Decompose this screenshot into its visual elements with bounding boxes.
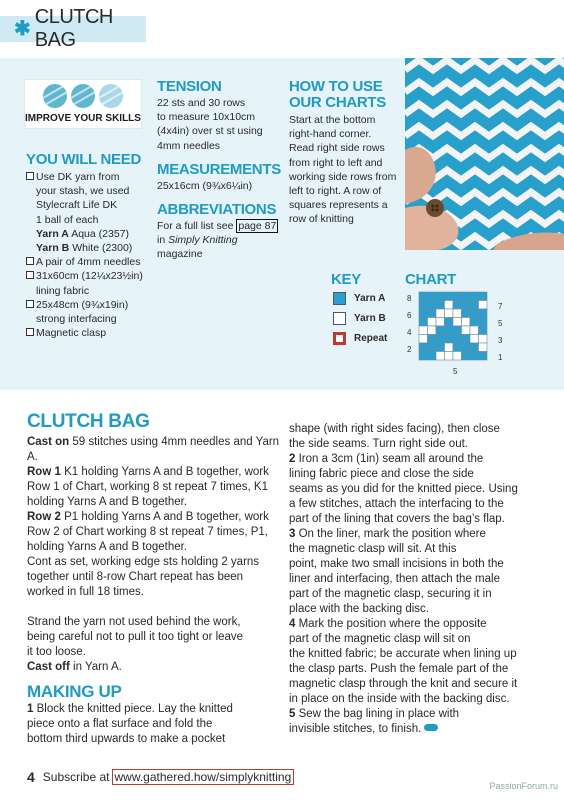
pattern-text: it too loose. bbox=[27, 646, 86, 658]
abbreviations-text: For a full list see bbox=[157, 220, 237, 233]
section-title-bar bbox=[0, 6, 146, 51]
chart-row-label: 1 bbox=[498, 353, 503, 362]
chart-cell bbox=[462, 335, 471, 344]
making-up-heading: MAKING UP bbox=[27, 682, 122, 701]
chart-cell bbox=[462, 309, 471, 318]
chart-cell bbox=[428, 301, 437, 310]
chevron-knit-image bbox=[405, 58, 564, 250]
how-to-text: right-hand corner. bbox=[289, 128, 372, 141]
chart-cell bbox=[470, 309, 479, 318]
making-up-text: magnetic clasp through the knit and secure it bbox=[289, 678, 518, 690]
chart-cell bbox=[462, 318, 471, 327]
chart-cell bbox=[428, 292, 437, 301]
chart-cell bbox=[436, 352, 445, 361]
chart-cell bbox=[419, 318, 428, 327]
chart-cell bbox=[453, 335, 462, 344]
making-up-text: piece onto a flat surface and fold the bbox=[27, 718, 213, 730]
making-up-text: bottom third upwards to make a pocket bbox=[27, 733, 226, 745]
chart-cell bbox=[453, 343, 462, 352]
key-item-yarn-a bbox=[333, 292, 385, 305]
chart-cell bbox=[428, 343, 437, 352]
checkbox bbox=[26, 271, 34, 279]
chart-cell bbox=[470, 301, 479, 310]
chart-row-label: 8 bbox=[407, 294, 412, 303]
chart-cell bbox=[419, 292, 428, 301]
chart-cell bbox=[462, 301, 471, 310]
yarn-a-label: Yarn A bbox=[36, 227, 69, 240]
chart-cell bbox=[428, 335, 437, 344]
need-text: Magnetic clasp bbox=[36, 327, 107, 340]
chart-cell bbox=[445, 318, 454, 327]
making-up-text: place with the backing disc. bbox=[289, 603, 429, 615]
key-label: Yarn A bbox=[354, 293, 386, 304]
pattern-text: A. bbox=[27, 451, 38, 463]
specs-section bbox=[157, 79, 279, 262]
chart-cell bbox=[436, 309, 445, 318]
chart-cell bbox=[470, 352, 479, 361]
chart-cell bbox=[462, 292, 471, 301]
how-to-text: row of knitting bbox=[289, 213, 354, 226]
you-will-need-section bbox=[26, 152, 154, 340]
footer bbox=[27, 769, 294, 785]
row-1-label: Row 1 bbox=[27, 466, 61, 478]
chart-row-label: 2 bbox=[407, 345, 412, 354]
chart-cell bbox=[479, 318, 488, 327]
how-to-section bbox=[289, 79, 401, 227]
chart-cell bbox=[470, 292, 479, 301]
skill-level-box bbox=[24, 79, 142, 129]
making-up-text: part of the magnetic clasp, securing it in bbox=[289, 588, 492, 600]
need-text: 1 ball of each bbox=[36, 213, 99, 226]
making-up-text: shape (with right sides facing), then close bbox=[289, 423, 500, 435]
how-to-heading-1: HOW TO USE bbox=[289, 78, 383, 95]
chart-cell bbox=[428, 326, 437, 335]
pattern-instructions bbox=[27, 435, 280, 675]
chart-cell bbox=[453, 326, 462, 335]
chart-cell bbox=[419, 326, 428, 335]
white-swatch bbox=[333, 312, 346, 325]
key-label: Yarn B bbox=[354, 313, 386, 324]
chart-cell bbox=[479, 301, 488, 310]
chart-cell bbox=[419, 343, 428, 352]
making-up-col1 bbox=[27, 702, 280, 747]
pattern-text: 59 stitches using 4mm needles and Yarn bbox=[69, 436, 280, 448]
making-up-text: seams as you did for the knitted piece. Using bbox=[289, 483, 518, 495]
pattern-text: being careful not to pull it too tight or leave bbox=[27, 631, 244, 643]
abbreviations-heading: ABBREVIATIONS bbox=[157, 201, 277, 219]
tension-text: 22 sts and 30 rows bbox=[157, 97, 246, 109]
chart-row-label: 3 bbox=[498, 336, 503, 345]
how-to-text: left to right. A row of bbox=[289, 185, 382, 198]
tension-text: to measure 10x10cm bbox=[157, 111, 256, 124]
measurements-value: 25x16cm (9¾x6¼in) bbox=[157, 179, 253, 192]
chart-cell bbox=[479, 309, 488, 318]
yarn-ball-icon bbox=[43, 84, 67, 108]
need-text: Use DK yarn from bbox=[36, 171, 120, 183]
chart-cell bbox=[470, 335, 479, 344]
asterisk-icon: ✱ bbox=[14, 18, 31, 40]
chart-cell bbox=[419, 309, 428, 318]
making-up-text: the magnetic clasp will sit. At this bbox=[289, 543, 457, 555]
cast-off-label: Cast off bbox=[27, 661, 70, 673]
pattern-text: K1 holding Yarns A and B together, work bbox=[60, 466, 269, 478]
step-number: 2 bbox=[289, 453, 296, 465]
abbreviations-text: in bbox=[157, 234, 169, 247]
chart-cell bbox=[453, 352, 462, 361]
chart-cell bbox=[436, 326, 445, 335]
chart-cell bbox=[419, 352, 428, 361]
abbreviations-text: magazine bbox=[157, 248, 203, 261]
tension-text: (4x4in) over st st using bbox=[157, 125, 263, 138]
how-to-heading-2: OUR CHARTS bbox=[289, 94, 386, 111]
chart-cell bbox=[462, 343, 471, 352]
chart-cell bbox=[445, 309, 454, 318]
end-yarn-icon bbox=[424, 724, 438, 731]
need-text: lining fabric bbox=[36, 284, 90, 297]
making-up-text: lining fabric piece and close the side bbox=[289, 468, 474, 480]
chart-cell bbox=[436, 301, 445, 310]
chart-cell bbox=[445, 335, 454, 344]
step-number: 4 bbox=[289, 618, 296, 630]
making-up-text: point, make two small incisions in both the bbox=[289, 558, 504, 570]
making-up-text: the knitted fabric; be accurate when lining up bbox=[289, 648, 517, 660]
yarn-ball-icon bbox=[99, 84, 123, 108]
key-heading: KEY bbox=[331, 271, 361, 288]
subscribe-text: Subscribe at bbox=[42, 770, 110, 784]
pattern-text: Row 1 of Chart, working 8 st repeat 7 times, K1 bbox=[27, 481, 268, 493]
making-up-text: part of the magnetic clasp will sit on bbox=[289, 633, 471, 645]
skill-rating bbox=[25, 84, 141, 108]
pattern-heading: CLUTCH BAG bbox=[27, 411, 150, 432]
chart-cell bbox=[479, 326, 488, 335]
step-number: 5 bbox=[289, 708, 296, 720]
chart-cell bbox=[470, 318, 479, 327]
chart-cell bbox=[453, 292, 462, 301]
chart-row-label: 7 bbox=[498, 302, 503, 311]
chart-cell bbox=[436, 335, 445, 344]
checkbox bbox=[26, 328, 34, 336]
pattern-text: together until 8-row Chart repeat has been bbox=[27, 571, 244, 583]
chart-cell bbox=[462, 326, 471, 335]
yarn-ball-icon bbox=[71, 84, 95, 108]
key-item-yarn-b bbox=[333, 312, 386, 325]
pattern-text: Cont as set, working edge sts holding 2 yarns bbox=[27, 556, 260, 568]
how-to-text: from right to left and bbox=[289, 156, 383, 169]
pattern-text: holding Yarns A and B together. bbox=[27, 541, 188, 553]
page-reference-link[interactable]: page 87 bbox=[238, 220, 277, 233]
how-to-text: Read right side rows bbox=[289, 142, 385, 155]
step-number: 3 bbox=[289, 528, 296, 540]
need-text: your stash, we used bbox=[36, 185, 130, 198]
chart-cell bbox=[445, 326, 454, 335]
chart-cell bbox=[479, 292, 488, 301]
making-up-text: Block the knitted piece. Lay the knitted bbox=[33, 703, 233, 715]
chart-row-label: 4 bbox=[407, 328, 412, 337]
need-text: strong interfacing bbox=[36, 313, 117, 326]
step-number: 1 bbox=[27, 703, 34, 715]
pattern-text: in Yarn A. bbox=[69, 661, 122, 673]
tension-text: 4mm needles bbox=[157, 139, 221, 152]
clutch-bag-photo bbox=[405, 58, 564, 250]
chart-cell bbox=[462, 352, 471, 361]
row-2-label: Row 2 bbox=[27, 511, 61, 523]
tension-heading: TENSION bbox=[157, 78, 222, 95]
chart-cell bbox=[436, 343, 445, 352]
chart-stitch-label: 5 bbox=[453, 367, 458, 376]
pattern-text: worked in full 18 times. bbox=[27, 586, 144, 598]
key-label: Repeat bbox=[354, 333, 388, 344]
chart-cell bbox=[419, 301, 428, 310]
how-to-text: squares represents a bbox=[289, 199, 388, 212]
checkbox bbox=[26, 172, 34, 180]
need-text: Stylecraft Life DK bbox=[36, 199, 118, 212]
chart-heading: CHART bbox=[405, 271, 456, 288]
making-up-text: On the liner, mark the position where bbox=[295, 528, 486, 540]
checkbox bbox=[26, 300, 34, 308]
chart-cell bbox=[479, 335, 488, 344]
yarn-a-value: Aqua (2357) bbox=[71, 227, 130, 240]
how-to-text: Start at the bottom bbox=[289, 114, 376, 126]
measurements-heading: MEASUREMENTS bbox=[157, 160, 281, 178]
chart-cell bbox=[419, 335, 428, 344]
pattern-text: holding Yarns A and B together. bbox=[27, 496, 188, 508]
chart-cell bbox=[428, 309, 437, 318]
chart-cell bbox=[436, 318, 445, 327]
making-up-text: Sew the bag lining in place with bbox=[295, 708, 460, 720]
making-up-text: part of the lining that covers the bag’s flap. bbox=[289, 513, 505, 525]
checkbox bbox=[26, 257, 34, 265]
chart-cell bbox=[470, 326, 479, 335]
chart-cell bbox=[445, 292, 454, 301]
cast-on-label: Cast on bbox=[27, 436, 70, 448]
you-will-need-heading: YOU WILL NEED bbox=[26, 151, 141, 168]
making-up-text: invisible stitches, to finish. bbox=[289, 723, 422, 735]
chart-cell bbox=[479, 352, 488, 361]
page-number: 4 bbox=[27, 769, 35, 785]
making-up-col2 bbox=[289, 422, 549, 737]
making-up-text: the side seams. Turn right side out. bbox=[289, 438, 468, 450]
section-title: CLUTCH BAG bbox=[34, 6, 113, 51]
key-item-repeat bbox=[333, 332, 387, 345]
chart-cell bbox=[428, 318, 437, 327]
magazine-name: Simply Knitting bbox=[168, 234, 238, 247]
chart-cell bbox=[445, 301, 454, 310]
making-up-text: Iron a 3cm (1in) seam all around the bbox=[295, 453, 484, 465]
making-up-text: liner and interfacing, then attach the male bbox=[289, 573, 500, 585]
making-up-text: the clasp parts. Push the female part of the bbox=[289, 663, 509, 675]
watermark: PassionForum.ru bbox=[489, 781, 558, 791]
chart-cell bbox=[428, 352, 437, 361]
how-to-text: working side rows from bbox=[289, 170, 397, 183]
chart-grid bbox=[417, 291, 491, 361]
chart-cell bbox=[445, 352, 454, 361]
chart-row-label: 6 bbox=[407, 311, 412, 320]
chart-cell bbox=[453, 318, 462, 327]
repeat-swatch bbox=[333, 332, 346, 345]
subscribe-link[interactable]: www.gathered.how/simplyknitting bbox=[112, 769, 295, 785]
making-up-text: Mark the position where the opposite bbox=[295, 618, 487, 630]
pattern-text: Row 2 of Chart working 8 st repeat 7 times, P1, bbox=[27, 526, 268, 538]
chart-row-label: 5 bbox=[498, 319, 503, 328]
chart-cell bbox=[453, 301, 462, 310]
pattern-text: Strand the yarn not used behind the work, bbox=[27, 616, 241, 628]
need-text: 31x60cm (12¼x23½in) bbox=[36, 270, 143, 283]
pattern-text: P1 holding Yarns A and B together, work bbox=[60, 511, 269, 523]
chart-cell bbox=[470, 343, 479, 352]
need-text: A pair of 4mm needles bbox=[36, 256, 141, 269]
yarn-b-label: Yarn B bbox=[36, 242, 70, 255]
yarn-b-value: White (2300) bbox=[72, 242, 133, 255]
skill-label: IMPROVE YOUR SKILLS bbox=[25, 113, 141, 124]
making-up-text: a few stitches, attach the interfacing to the bbox=[289, 498, 504, 510]
chart-cell bbox=[436, 292, 445, 301]
need-text: 25x48cm (9¾x19in) bbox=[36, 298, 129, 311]
chart-cell bbox=[479, 343, 488, 352]
knitting-chart bbox=[417, 291, 491, 366]
chart-cell bbox=[453, 309, 462, 318]
making-up-text: in place on the inside with the backing disc. bbox=[289, 693, 510, 705]
aqua-swatch bbox=[333, 292, 346, 305]
chart-cell bbox=[445, 343, 454, 352]
